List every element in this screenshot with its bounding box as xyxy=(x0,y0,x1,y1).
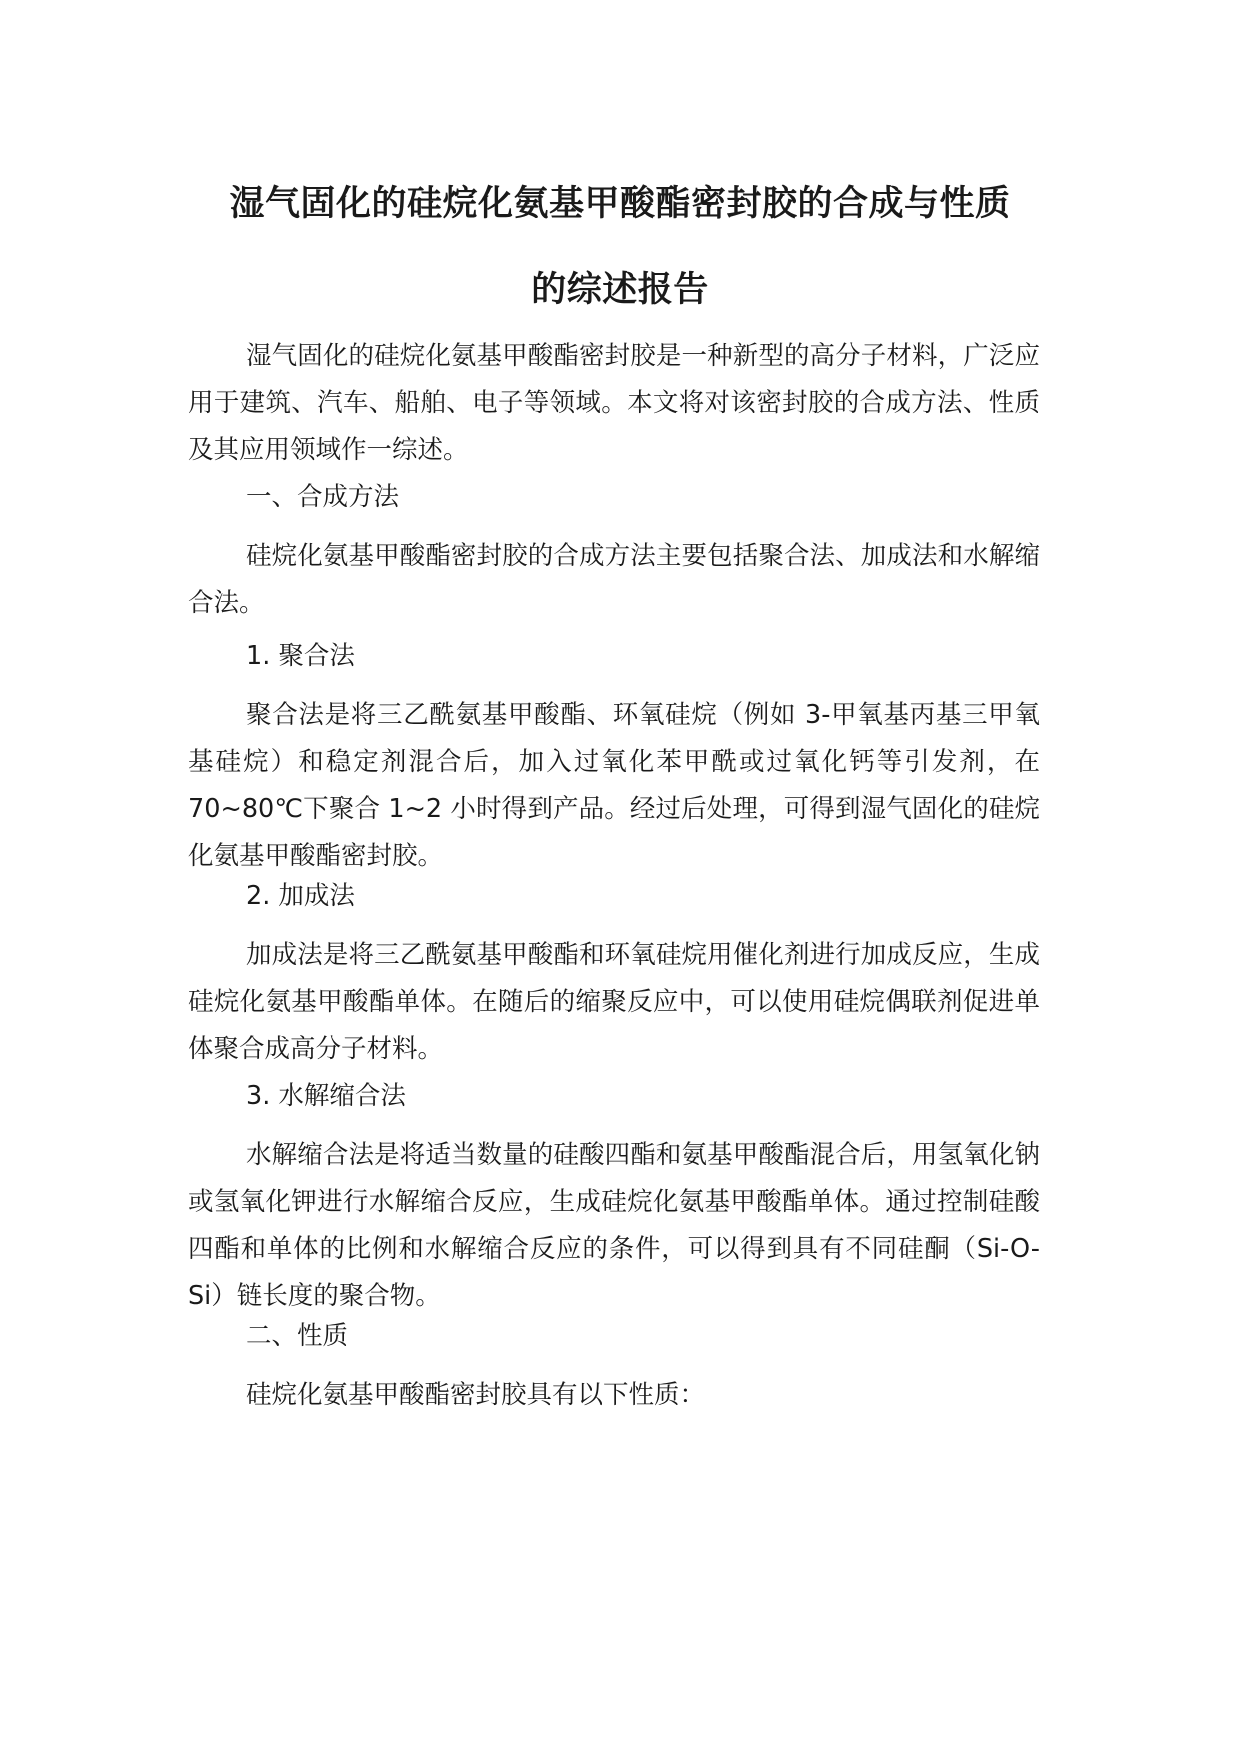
subheading-polymerization: 1. 聚合法 xyxy=(246,641,355,671)
polymerization-paragraph: 聚合法是将三乙酰氨基甲酸酯、环氧硅烷（例如 3-甲氧基丙基三甲氧基硅烷）和稳定剂混合后，加入过氧化苯甲酰或过氧化钙等引发剂，在 70~80℃下聚合 1~2 小时得到产品。经过后处理，可得到湿气固化的硅烷化氨基甲酸酯密封胶。 xyxy=(188,700,1040,871)
section-heading-properties: 二、性质 xyxy=(246,1321,349,1351)
subheading-addition: 2. 加成法 xyxy=(246,881,355,911)
section-heading-synthesis: 一、合成方法 xyxy=(246,482,400,512)
document-title-line1: 湿气固化的硅烷化氨基甲酸酯密封胶的合成与性质 xyxy=(229,184,1011,224)
intro-paragraph: 湿气固化的硅烷化氨基甲酸酯密封胶是一种新型的高分子材料，广泛应用于建筑、汽车、船舶、电子等领域。本文将对该密封胶的合成方法、性质及其应用领域作一综述。 xyxy=(188,341,1040,465)
document-title-line2: 的综述报告 xyxy=(531,270,709,310)
subheading-hydrolysis: 3. 水解缩合法 xyxy=(246,1081,406,1111)
synthesis-paragraph: 硅烷化氨基甲酸酯密封胶的合成方法主要包括聚合法、加成法和水解缩合法。 xyxy=(188,541,1040,618)
addition-paragraph: 加成法是将三乙酰氨基甲酸酯和环氧硅烷用催化剂进行加成反应，生成硅烷化氨基甲酸酯单体。在随后的缩聚反应中，可以使用硅烷偶联剂促进单体聚合成高分子材料。 xyxy=(188,940,1040,1064)
properties-paragraph: 硅烷化氨基甲酸酯密封胶具有以下性质： xyxy=(246,1380,706,1410)
hydrolysis-paragraph: 水解缩合法是将适当数量的硅酸四酯和氨基甲酸酯混合后，用氢氧化钠或氢氧化钾进行水解缩合反应，生成硅烷化氨基甲酸酯单体。通过控制硅酸四酯和单体的比例和水解缩合反应的条件，可以得到具有不同硅酮（Si-O-Si）链长度的聚合物。 xyxy=(188,1140,1040,1311)
